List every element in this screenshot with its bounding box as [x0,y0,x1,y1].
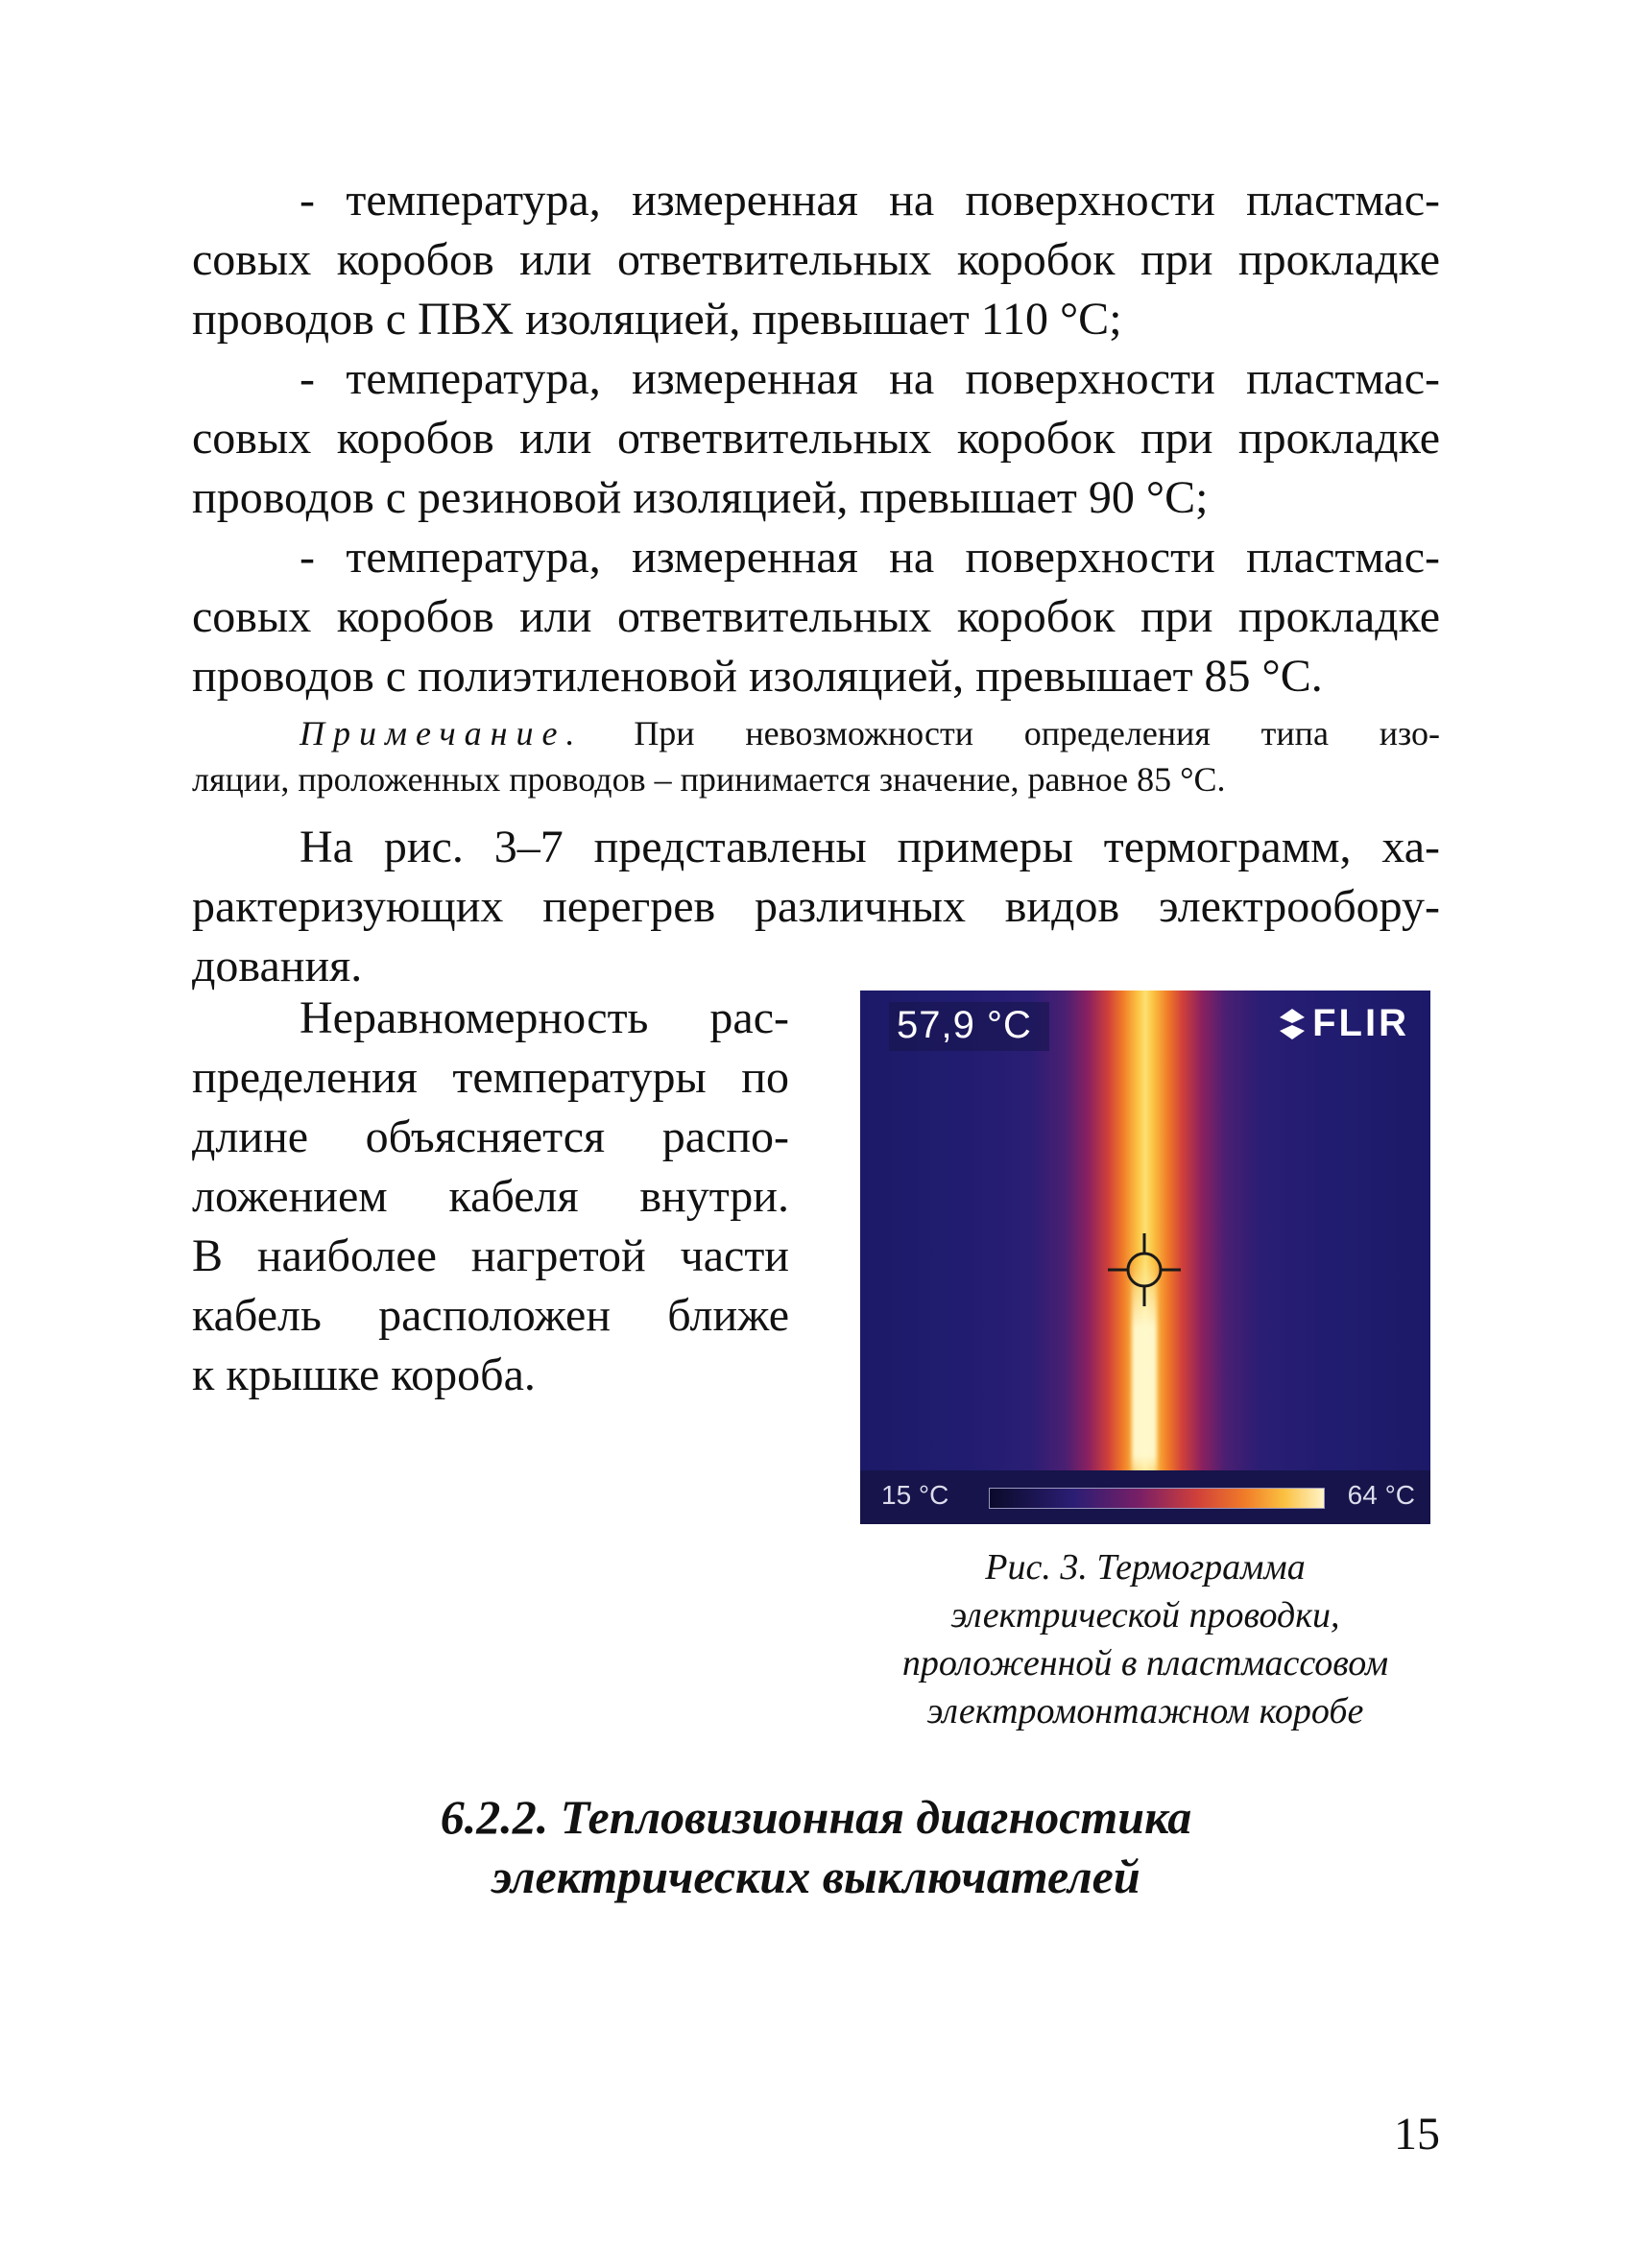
text-line: - температура, измеренная на поверхности пластмас- [300,353,1440,404]
text-line: Неравномерность рас- [300,992,789,1043]
scale-min-label: 15 °C [881,1480,949,1510]
flir-emblem-icon [1278,1008,1307,1040]
scale-max-label: 64 °C [1347,1480,1415,1510]
text-line: совых коробов или ответвительных коробок при прокладке [192,591,1440,642]
text-line: рактеризующих перегрев различных видов электрообору- [192,881,1440,932]
text-line: дования. [192,941,363,991]
brand-name: FLIR [1312,1002,1409,1044]
thermogram-image [860,991,1430,1524]
text-line: длине объясняется распо- [192,1111,789,1162]
note-first-line [192,710,1440,756]
temperature-scale [860,1470,1430,1524]
caption-line: Рис. 3. Термограмма [985,1547,1306,1588]
paragraph-rubber-insulation [192,349,1440,528]
caption-line: проложенной в пластмассовом [901,1643,1389,1683]
caption-line: электромонтажном коробе [926,1691,1364,1731]
text-line: - температура, измеренная на поверхности пластмас- [300,532,1440,583]
page-number: 15 [1394,2109,1440,2160]
paragraph-pvc-insulation [192,171,1440,349]
section-heading [192,1787,1440,1906]
flir-logo [1278,1002,1409,1045]
spot-temperature-readout: 57,9 °C [889,1002,1049,1051]
note-block [192,710,1440,802]
text-line: совых коробов или ответвительных коробок при прокладке [192,413,1440,464]
caption-line: электрической проводки, [950,1595,1340,1635]
color-scale-bar [989,1488,1325,1509]
side-paragraph [192,989,789,1405]
text-line: В наиболее нагретой части [192,1230,789,1281]
text-line: к крышке короба. [192,1349,536,1400]
text-line: проводов с ПВХ изоляцией, превышает 110 °С; [192,294,1122,345]
text-line: проводов с полиэтиленовой изоляцией, превышает 85 °С. [192,651,1323,702]
text-line: - температура, измеренная на поверхности пластмас- [300,175,1440,226]
intro-paragraph [192,818,1440,996]
note-text: При невозможности определения типа изо- [634,714,1440,752]
note-second-line: ляции, проложенных проводов – принимается значение, равное 85 °С. [192,760,1226,799]
heading-line: электрических выключателей [492,1850,1140,1903]
text-line: На рис. 3–7 представлены примеры термограмм, ха- [300,822,1440,872]
heading-line: 6.2.2. Тепловизионная диагностика [440,1790,1192,1844]
text-line: совых коробов или ответвительных коробок при прокладке [192,234,1440,285]
crosshair-icon [1108,1233,1181,1306]
text-line: кабель расположен ближе [192,1290,789,1341]
note-label: Примечание. [300,714,584,752]
figure-caption [845,1543,1446,1735]
text-line: пределения температуры по [192,1052,789,1103]
text-line: проводов с резиновой изоляцией, превышает 90 °С; [192,472,1209,523]
text-line: ложением кабеля внутри. [192,1171,789,1222]
paragraph-polyethylene-insulation [192,528,1440,706]
